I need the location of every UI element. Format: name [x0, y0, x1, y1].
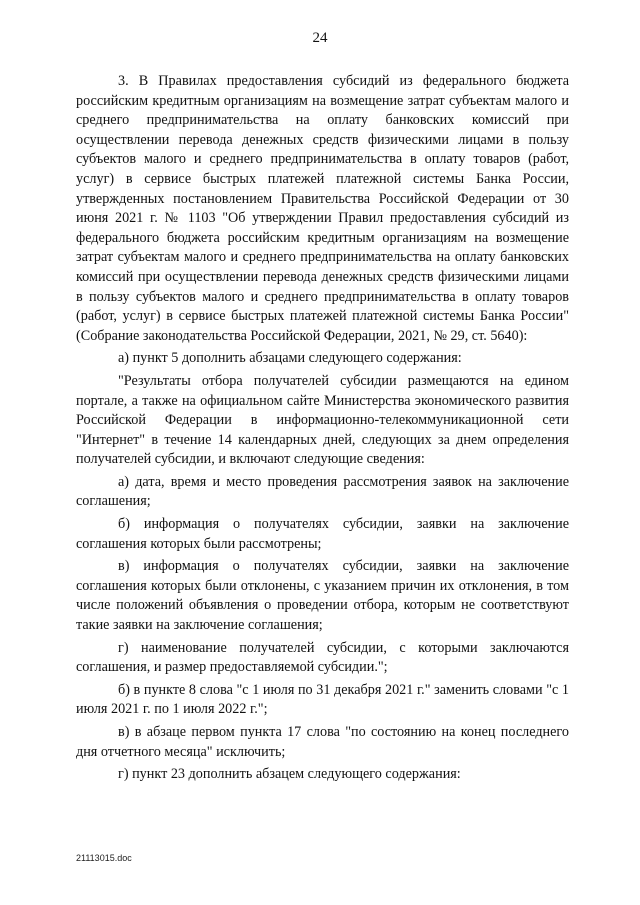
page-number: 24: [312, 30, 328, 46]
paragraph-subitem-b: б) информация о получателях субсидии, заявки на заключение соглашения которых были рассмотрены;: [76, 516, 569, 552]
paragraph-item-g: г) пункт 23 дополнить абзацем следующего содержания:: [118, 766, 461, 783]
footer-filename: 21113015.doc: [76, 853, 132, 863]
paragraph-subitem-v: в) информация о получателях субсидии, заявки на заключение соглашения которых были отклонены, с указанием причин их отклонения, в том числе положений объявления о проведении отбора, которым не соответствуют такие заявки на заключение соглашения;: [76, 558, 569, 634]
paragraph-subitem-a: а) дата, время и место проведения рассмотрения заявок на заключение соглашения;: [76, 473, 569, 510]
paragraph-item-v: в) в абзаце первом пункта 17 слова "по состоянию на конец последнего дня отчетного месяца" исключить;: [76, 724, 569, 760]
paragraph-3-intro: 3. В Правилах предоставления субсидий из федерального бюджета российским кредитным организациям на возмещение затрат субъектам малого и среднего предпринимательства на оплату банковских комиссий при осуществлении перевода денежных средств физическими лицами в пользу субъектов малого и среднего предпринимательства в оплату товаров (работ, услуг) в сервисе быстрых платежей платежной системы Банка России, утвержденных постановлением Правительства Российской Федерации от 30 июня 2021 г. № 1103 "Об утверждении Правил предоставления субсидий из федерального бюджета российским кредитным организациям на возмещение затрат субъектам малого и среднего предпринимательства на оплату банковских комиссий при осуществлении перевода денежных средств физическими лицами в пользу субъектов малого и среднего предпринимательства в оплату товаров (работ, услуг) в сервисе быстрых платежей платежной системы Банка России" (Собрание законодательства Российской Федерации, 2021, № 29, ст. 5640):: [76, 73, 569, 344]
paragraph-subitem-g: г) наименование получателей субсидии, с которыми заключаются соглашения, и размер предоставляемой субсидии.";: [76, 639, 569, 676]
document-body: [76, 72, 569, 785]
paragraph-item-b: б) в пункте 8 слова "с 1 июля по 31 декабря 2021 г." заменить словами "с 1 июля 2021 г. по 1 июля 2022 г.";: [76, 681, 569, 718]
paragraph-quoted-results: "Результаты отбора получателей субсидии размещаются на едином портале, а также на официальном сайте Министерства экономического развития Российской Федерации в информационно-телекоммуникационной сети "Интернет" в течение 14 календарных дней, следующих за днем определения получателей субсидии, и включают следующие сведения:: [76, 372, 569, 468]
paragraph-item-a: а) пункт 5 дополнить абзацами следующего содержания:: [118, 350, 462, 367]
